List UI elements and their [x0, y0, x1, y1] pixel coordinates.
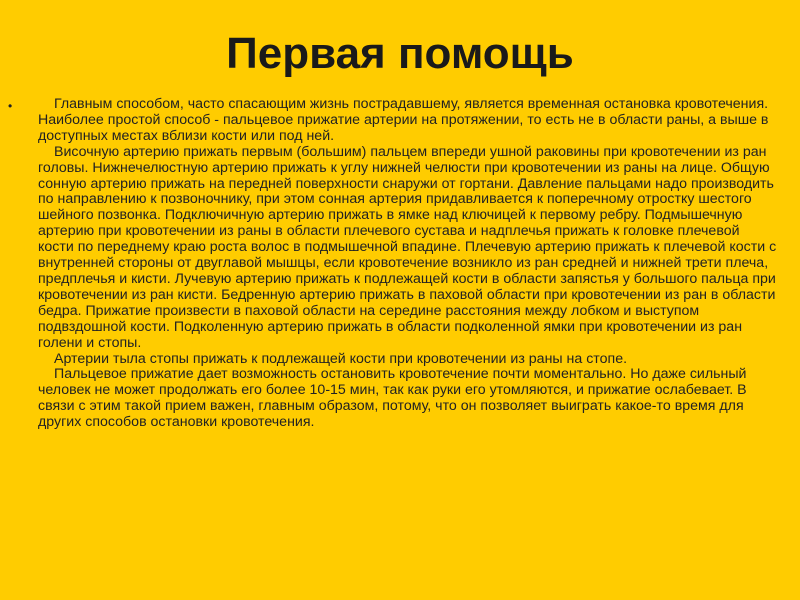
slide-body — [38, 97, 778, 431]
paragraph-intro: Главным способом, часто спасающим жизнь пострадавшему, является временная остановка кровотечения. Наиболее простой способ - пальцевое прижатие артерии на протяжении, то есть не в области раны, а выше в доступных местах вблизи кости или под ней. — [38, 96, 769, 144]
paragraph-conclusion: Пальцевое прижатие дает возможность остановить кровотечение почти моментально. Но даже сильный человек не может продолжать его более 10-15 мин, так как руки его утомляются, и прижатие ослабевает. В связи с этим такой прием важен, главным образом, потому, что он позволяет выиграть какое-то время для других способов остановки кровотечения. — [38, 366, 747, 431]
bullet-marker: • — [8, 99, 13, 113]
paragraph-foot-arteries: Артерии тыла стопы прижать к подлежащей кости при кровотечении из раны на стопе. — [54, 350, 628, 367]
paragraph-artery-points: Височную артерию прижать первым (большим) пальцем впереди ушной раковины при кровотечении из ран головы. Нижнечелюстную артерию прижать к углу нижней челюсти при кровотечении из раны на лице. Общую сонную артерию прижать на передней поверхности снаружи от гортани. Давление пальцами надо производить по направлению к позвоночнику, при этом сонная артерия придавливается к поперечному отростку шестого шейного позвонка. Подключичную артерию прижать в ямке над ключицей к первому ребру. Подмышечную артерию при кровотечении из раны в области плечевого сустава и надплечья прижать к головке плечевой кости по переднему краю роста волос в подмышечной впадине. Плечевую артерию прижать к плечевой кости с внутренней стороны от двуглавой мышцы, если кровотечение возникло из ран средней и нижней трети плеча, предплечья и кисти. Лучевую артерию прижать к подлежащей кости в области запястья у большого пальца при кровотечении из ран кисти. Бедренную артерию прижать в паховой области при кровотечении из ран в области бедра. Прижатие произвести в паховой области на середине расстояния между лобком и выступом подвздошной кости. Подколенную артерию прижать в области подколенной ямки при кровотечении из ран голени и стопы. — [38, 143, 777, 351]
slide-title: Первая помощь — [226, 29, 574, 78]
